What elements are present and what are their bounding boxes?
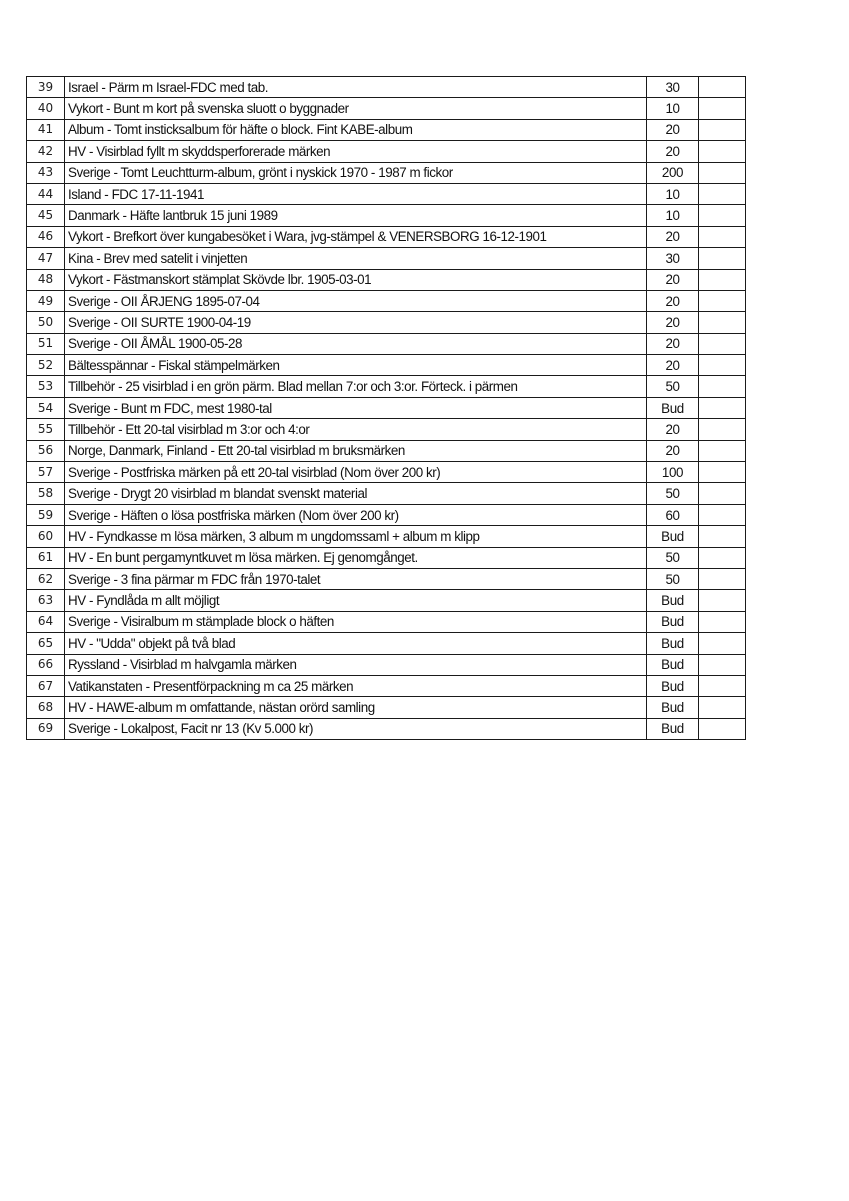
lot-description-cell: Israel - Pärm m Israel-FDC med tab. [65, 77, 647, 98]
lot-price-cell: 30 [647, 77, 699, 98]
lot-number-cell: 61 [27, 547, 65, 568]
lot-number-cell: 49 [27, 290, 65, 311]
lot-empty-cell [699, 568, 746, 589]
table-row [27, 205, 746, 226]
lot-number-cell: 59 [27, 504, 65, 525]
lot-empty-cell [699, 312, 746, 333]
lot-price-cell: 10 [647, 183, 699, 204]
table-row [27, 248, 746, 269]
table-row [27, 611, 746, 632]
lot-number-cell: 69 [27, 718, 65, 739]
lot-price-cell: 20 [647, 119, 699, 140]
lot-description-cell: Sverige - Drygt 20 visirblad m blandat svenskt material [65, 483, 647, 504]
lot-empty-cell [699, 654, 746, 675]
table-row [27, 183, 746, 204]
lot-empty-cell [699, 483, 746, 504]
lot-price-cell: 60 [647, 504, 699, 525]
lot-description-cell: Danmark - Häfte lantbruk 15 juni 1989 [65, 205, 647, 226]
lot-table-body [27, 77, 746, 740]
lot-price-cell: 30 [647, 248, 699, 269]
lot-price-cell: Bud [647, 697, 699, 718]
lot-empty-cell [699, 183, 746, 204]
lot-number-cell: 66 [27, 654, 65, 675]
lot-number-cell: 57 [27, 462, 65, 483]
lot-description-cell: Sverige - Tomt Leuchtturm-album, grönt i nyskick 1970 - 1987 m fickor [65, 162, 647, 183]
lot-empty-cell [699, 440, 746, 461]
lot-empty-cell [699, 504, 746, 525]
lot-description-cell: Vykort - Bunt m kort på svenska sluott o byggnader [65, 98, 647, 119]
lot-description-cell: HV - "Udda" objekt på två blad [65, 633, 647, 654]
auction-lot-table [26, 76, 746, 740]
lot-empty-cell [699, 290, 746, 311]
table-row [27, 462, 746, 483]
lot-price-cell: Bud [647, 675, 699, 696]
lot-empty-cell [699, 248, 746, 269]
lot-description-cell: Tillbehör - 25 visirblad i en grön pärm. Blad mellan 7:or och 3:or. Förteck. i pärmen [65, 376, 647, 397]
lot-description-cell: Kina - Brev med satelit i vinjetten [65, 248, 647, 269]
table-row [27, 290, 746, 311]
lot-number-cell: 65 [27, 633, 65, 654]
lot-number-cell: 62 [27, 568, 65, 589]
lot-description-cell: Tillbehör - Ett 20-tal visirblad m 3:or och 4:or [65, 419, 647, 440]
table-row [27, 141, 746, 162]
lot-number-cell: 40 [27, 98, 65, 119]
lot-price-cell: 100 [647, 462, 699, 483]
table-row [27, 419, 746, 440]
lot-empty-cell [699, 205, 746, 226]
lot-price-cell: 50 [647, 483, 699, 504]
lot-empty-cell [699, 98, 746, 119]
table-row [27, 333, 746, 354]
lot-number-cell: 41 [27, 119, 65, 140]
lot-price-cell: Bud [647, 633, 699, 654]
lot-description-cell: HV - Fyndkasse m lösa märken, 3 album m ungdomssaml + album m klipp [65, 526, 647, 547]
table-row [27, 376, 746, 397]
lot-number-cell: 52 [27, 355, 65, 376]
lot-price-cell: 50 [647, 547, 699, 568]
lot-empty-cell [699, 462, 746, 483]
lot-price-cell: Bud [647, 611, 699, 632]
lot-number-cell: 54 [27, 397, 65, 418]
table-row [27, 697, 746, 718]
lot-description-cell: Bältesspännar - Fiskal stämpelmärken [65, 355, 647, 376]
lot-number-cell: 39 [27, 77, 65, 98]
lot-empty-cell [699, 269, 746, 290]
lot-empty-cell [699, 611, 746, 632]
table-row [27, 633, 746, 654]
lot-empty-cell [699, 697, 746, 718]
lot-price-cell: 20 [647, 419, 699, 440]
table-row [27, 77, 746, 98]
table-row [27, 483, 746, 504]
lot-empty-cell [699, 397, 746, 418]
table-row [27, 718, 746, 739]
lot-price-cell: Bud [647, 718, 699, 739]
lot-empty-cell [699, 376, 746, 397]
table-row [27, 504, 746, 525]
lot-empty-cell [699, 355, 746, 376]
lot-price-cell: Bud [647, 654, 699, 675]
lot-description-cell: Norge, Danmark, Finland - Ett 20-tal visirblad m bruksmärken [65, 440, 647, 461]
lot-number-cell: 42 [27, 141, 65, 162]
table-row [27, 355, 746, 376]
table-row [27, 654, 746, 675]
lot-price-cell: 20 [647, 355, 699, 376]
table-row [27, 568, 746, 589]
lot-price-cell: 50 [647, 568, 699, 589]
lot-price-cell: 10 [647, 98, 699, 119]
table-row [27, 675, 746, 696]
lot-description-cell: Ryssland - Visirblad m halvgamla märken [65, 654, 647, 675]
lot-description-cell: Album - Tomt insticksalbum för häfte o block. Fint KABE-album [65, 119, 647, 140]
table-row [27, 397, 746, 418]
lot-price-cell: 20 [647, 141, 699, 162]
lot-price-cell: 20 [647, 269, 699, 290]
table-row [27, 119, 746, 140]
lot-description-cell: Sverige - OII ÅMÅL 1900-05-28 [65, 333, 647, 354]
lot-description-cell: Sverige - Visiralbum m stämplade block o häften [65, 611, 647, 632]
lot-empty-cell [699, 526, 746, 547]
lot-empty-cell [699, 77, 746, 98]
lot-number-cell: 67 [27, 675, 65, 696]
lot-price-cell: Bud [647, 397, 699, 418]
lot-empty-cell [699, 226, 746, 247]
table-row [27, 590, 746, 611]
lot-description-cell: Sverige - Bunt m FDC, mest 1980-tal [65, 397, 647, 418]
lot-number-cell: 56 [27, 440, 65, 461]
lot-number-cell: 64 [27, 611, 65, 632]
lot-price-cell: Bud [647, 526, 699, 547]
lot-price-cell: 20 [647, 333, 699, 354]
lot-description-cell: Sverige - Postfriska märken på ett 20-tal visirblad (Nom över 200 kr) [65, 462, 647, 483]
lot-number-cell: 53 [27, 376, 65, 397]
table-row [27, 162, 746, 183]
lot-description-cell: Vatikanstaten - Presentförpackning m ca 25 märken [65, 675, 647, 696]
lot-number-cell: 44 [27, 183, 65, 204]
lot-number-cell: 43 [27, 162, 65, 183]
lot-number-cell: 51 [27, 333, 65, 354]
lot-empty-cell [699, 119, 746, 140]
lot-description-cell: Sverige - 3 fina pärmar m FDC från 1970-talet [65, 568, 647, 589]
lot-description-cell: HV - Visirblad fyllt m skyddsperforerade märken [65, 141, 647, 162]
lot-empty-cell [699, 333, 746, 354]
lot-price-cell: 50 [647, 376, 699, 397]
lot-number-cell: 45 [27, 205, 65, 226]
lot-number-cell: 46 [27, 226, 65, 247]
lot-description-cell: Vykort - Brefkort över kungabesöket i Wara, jvg-stämpel & VENERSBORG 16-12-1901 [65, 226, 647, 247]
lot-empty-cell [699, 162, 746, 183]
lot-empty-cell [699, 141, 746, 162]
lot-price-cell: 200 [647, 162, 699, 183]
lot-description-cell: Island - FDC 17-11-1941 [65, 183, 647, 204]
lot-number-cell: 47 [27, 248, 65, 269]
lot-number-cell: 55 [27, 419, 65, 440]
table-row [27, 269, 746, 290]
table-row [27, 98, 746, 119]
lot-price-cell: 20 [647, 290, 699, 311]
lot-empty-cell [699, 419, 746, 440]
lot-price-cell: 20 [647, 440, 699, 461]
lot-description-cell: Vykort - Fästmanskort stämplat Skövde lbr. 1905-03-01 [65, 269, 647, 290]
lot-empty-cell [699, 675, 746, 696]
lot-empty-cell [699, 718, 746, 739]
table-row [27, 547, 746, 568]
lot-empty-cell [699, 547, 746, 568]
lot-description-cell: Sverige - OII ÅRJENG 1895-07-04 [65, 290, 647, 311]
lot-number-cell: 50 [27, 312, 65, 333]
lot-description-cell: HV - Fyndlåda m allt möjligt [65, 590, 647, 611]
table-row [27, 440, 746, 461]
lot-number-cell: 48 [27, 269, 65, 290]
lot-description-cell: Sverige - OII SURTE 1900-04-19 [65, 312, 647, 333]
lot-number-cell: 60 [27, 526, 65, 547]
lot-description-cell: Sverige - Lokalpost, Facit nr 13 (Kv 5.000 kr) [65, 718, 647, 739]
lot-empty-cell [699, 590, 746, 611]
lot-description-cell: HV - En bunt pergamyntkuvet m lösa märken. Ej genomgånget. [65, 547, 647, 568]
lot-number-cell: 58 [27, 483, 65, 504]
lot-number-cell: 68 [27, 697, 65, 718]
table-row [27, 526, 746, 547]
lot-price-cell: Bud [647, 590, 699, 611]
lot-description-cell: HV - HAWE-album m omfattande, nästan orörd samling [65, 697, 647, 718]
lot-price-cell: 20 [647, 312, 699, 333]
lot-empty-cell [699, 633, 746, 654]
lot-price-cell: 10 [647, 205, 699, 226]
lot-description-cell: Sverige - Häften o lösa postfriska märken (Nom över 200 kr) [65, 504, 647, 525]
lot-price-cell: 20 [647, 226, 699, 247]
table-row [27, 312, 746, 333]
table-row [27, 226, 746, 247]
lot-number-cell: 63 [27, 590, 65, 611]
